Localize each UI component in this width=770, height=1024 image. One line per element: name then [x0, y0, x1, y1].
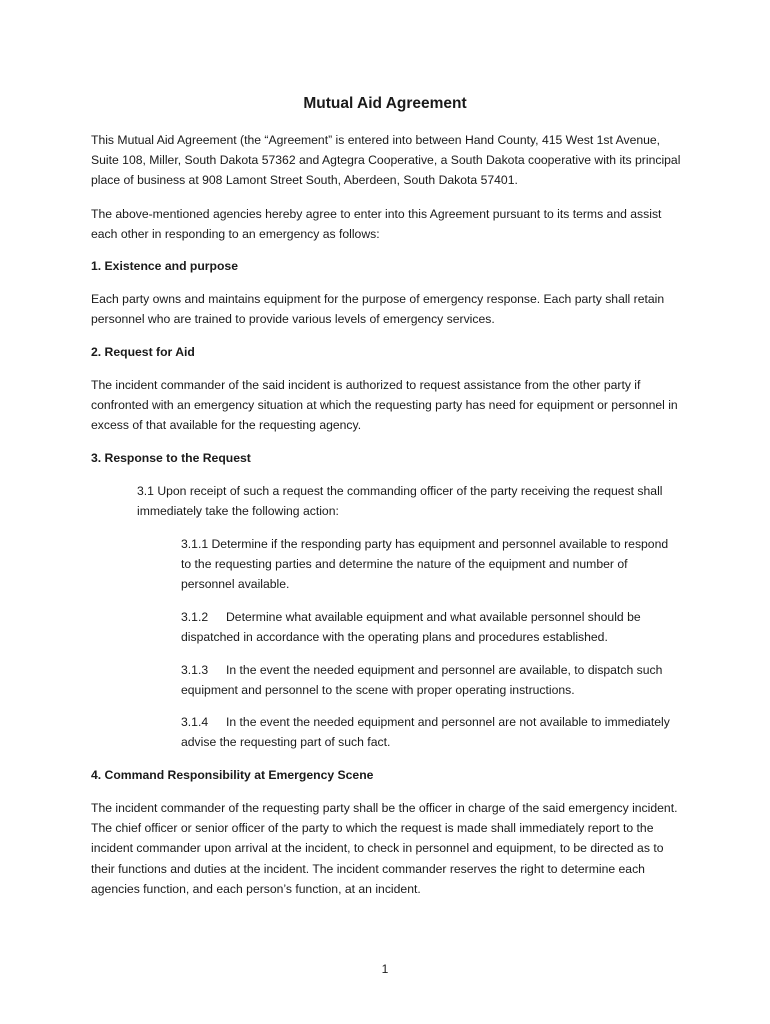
page-number: 1 [381, 962, 389, 976]
subsection-3-1: 3.1 Upon receipt of such a request the commanding officer of the party receiving the request shall immediately take the following action: [137, 484, 663, 519]
section-heading-1: 1. Existence and purpose [91, 259, 238, 273]
item-text: In the event the needed equipment and personnel are available, to dispatch such equipment and personnel to the scene with proper operating instructions. [181, 663, 663, 698]
preamble-paragraph: The above-mentioned agencies hereby agree to enter into this Agreement pursuant to its terms and assist each other in responding to an emergency as follows: [91, 207, 662, 242]
section-body-2: The incident commander of the said incident is authorized to request assistance from the other party if confronted with an emergency situation at which the requesting party has need for equipment or personnel in excess of that available for the requesting agency. [91, 378, 678, 433]
section-body-1: Each party owns and maintains equipment for the purpose of emergency response. Each party shall retain personnel who are trained to provide various levels of emergency services. [91, 292, 665, 327]
item-number: 3.1.4 [181, 715, 209, 729]
section-body-4: The incident commander of the requesting party shall be the officer in charge of the said emergency incident. The chief officer or senior officer of the party to which the request is made shall immediately report to the incident commander upon arrival at the incident, to check in personnel and equipment, to be directed as to their functions and duties at the incident. The incident commander reserves the right to determine each agencies function, and each person’s function, at an incident. [91, 801, 678, 896]
intro-paragraph: This Mutual Aid Agreement (the “Agreement” is entered into between Hand County, 415 West 1st Avenue, Suite 108, Miller, South Dakota 57362 and Agtegra Cooperative, a South Dakota cooperative with its principal place of business at 908 Lamont Street South, Aberdeen, South Dakota 57401. [91, 133, 681, 188]
item-number: 3.1.2 [181, 610, 209, 624]
item-text: Determine what available equipment and what available personnel should be dispatched in accordance with the operating plans and procedures established. [181, 610, 641, 645]
section-heading-3: 3. Response to the Request [91, 451, 251, 465]
item-3-1-2 [181, 607, 681, 647]
section-heading-4: 4. Command Responsibility at Emergency Scene [91, 768, 374, 782]
item-3-1-4 [181, 712, 681, 752]
item-text: Determine if the responding party has equipment and personnel available to respond to the requesting parties and determine the nature of the equipment and number of personnel available. [181, 537, 669, 592]
section-heading-2: 2. Request for Aid [91, 345, 195, 359]
document-title: Mutual Aid Agreement [303, 95, 467, 112]
item-3-1-3 [181, 660, 681, 700]
item-number: 3.1.1 [181, 537, 209, 551]
item-number: 3.1.3 [181, 663, 209, 677]
item-text: In the event the needed equipment and personnel are not available to immediately advise the requesting part of such fact. [181, 715, 670, 750]
item-3-1-1 [181, 534, 681, 595]
